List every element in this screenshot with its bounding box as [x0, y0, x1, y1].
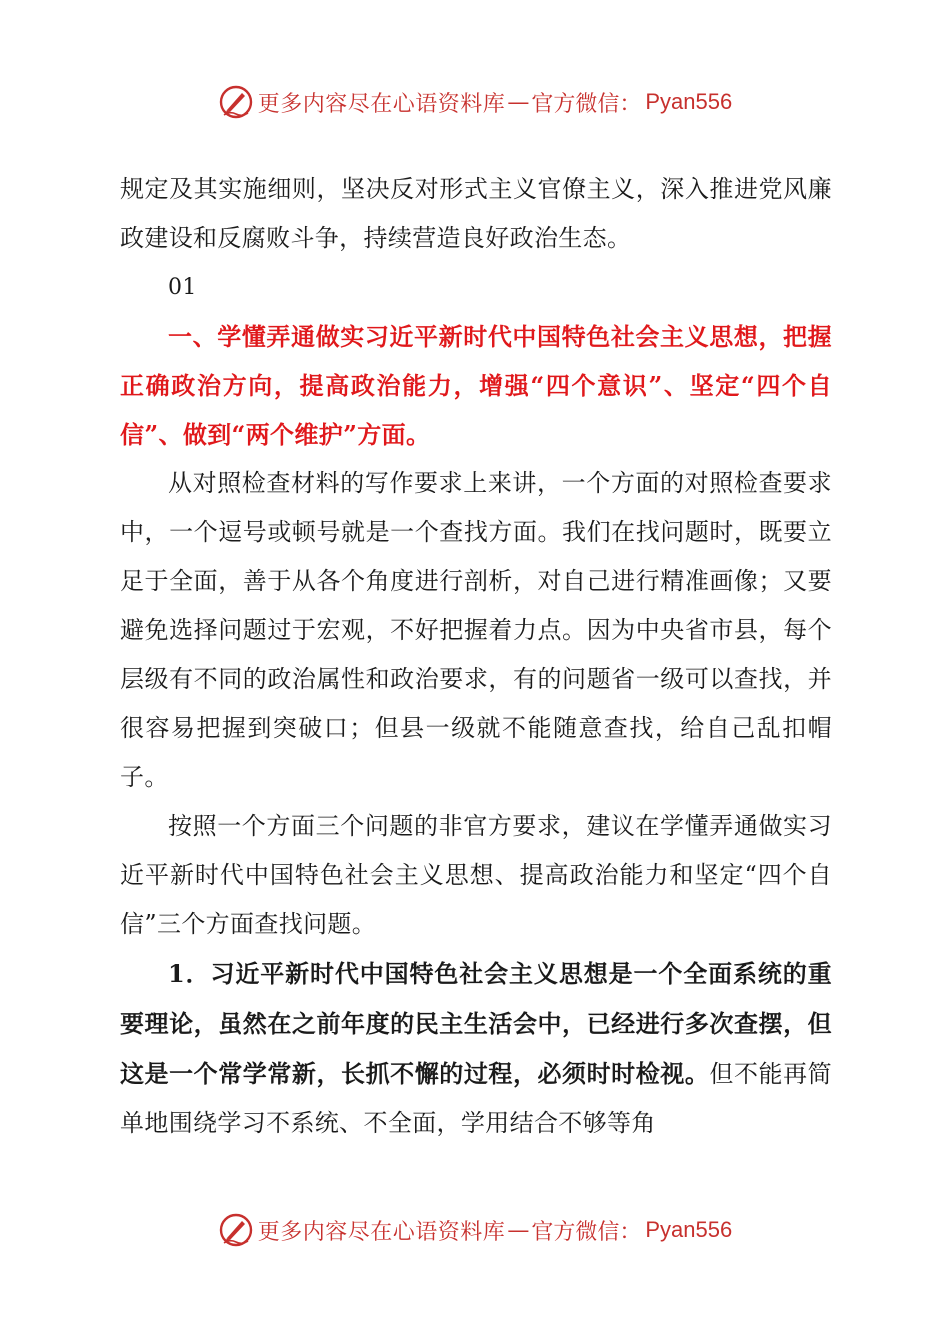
- point-text: 但不能再简单地围绕学习不系统、不全面，学用结合不够等角: [120, 1060, 833, 1137]
- section-number: 01: [168, 275, 197, 300]
- point-heading: 1．习近平新时代中国特色社会主义思想是一个全面系统的重要理论，虽然在之前年度的民主生活会中，已经进行多次查摆，但这是一个常学常新，长抓不懈的过程，必须时时检视。: [120, 959, 832, 1088]
- watermark-wechat-label: 官方微信：: [531, 1219, 642, 1245]
- watermark-separator: —: [507, 89, 530, 115]
- paragraph-body: 从对照检查材料的写作要求上来讲，一个方面的对照检查要求中，一个逗号或顿号就是一个查找方面。我们在找问题时，既要立足于全面，善于从各个角度进行剖析，对自己进行精准画像；又要避免选择问题过于宏观，不好把握着力点。因为中央省市县，每个层级有不同的政治属性和政治要求，有的问题省一级可以查找，并很容易把握到突破口；但县一级就不能随意查找，给自己乱扣帽子。: [120, 469, 832, 791]
- watermark-text: 更多内容尽在心语资料库: [257, 91, 506, 117]
- watermark-text: 更多内容尽在心语资料库: [257, 1219, 506, 1245]
- paragraph-body: 按照一个方面三个问题的非官方要求，建议在学懂弄通做实习近平新时代中国特色社会主义思想、提高政治能力和坚定“四个自信”三个方面查找问题。: [120, 812, 832, 938]
- paragraph-continuation: 规定及其实施细则，坚决反对形式主义官僚主义，深入推进党风廉政建设和反腐败斗争，持续营造良好政治生态。: [120, 175, 832, 252]
- watermark-separator: —: [507, 1217, 530, 1243]
- watermark-banner-bottom: [0, 1210, 950, 1250]
- watermark-wechat-label: 官方微信：: [531, 91, 642, 117]
- watermark-banner-top: [0, 82, 950, 122]
- watermark-wechat-id: Pyan556: [645, 89, 733, 114]
- pen-logo-icon: [218, 84, 254, 120]
- section-heading: 一、学懂弄通做实习近平新时代中国特色社会主义思想，把握正确政治方向，提高政治能力，增强“四个意识”、坚定“四个自信”、做到“两个维护”方面。: [120, 322, 832, 449]
- watermark-wechat-id: Pyan556: [645, 1217, 733, 1242]
- pen-logo-icon: [218, 1212, 254, 1248]
- point-paragraph: [120, 949, 832, 1148]
- document-body: [120, 165, 832, 1148]
